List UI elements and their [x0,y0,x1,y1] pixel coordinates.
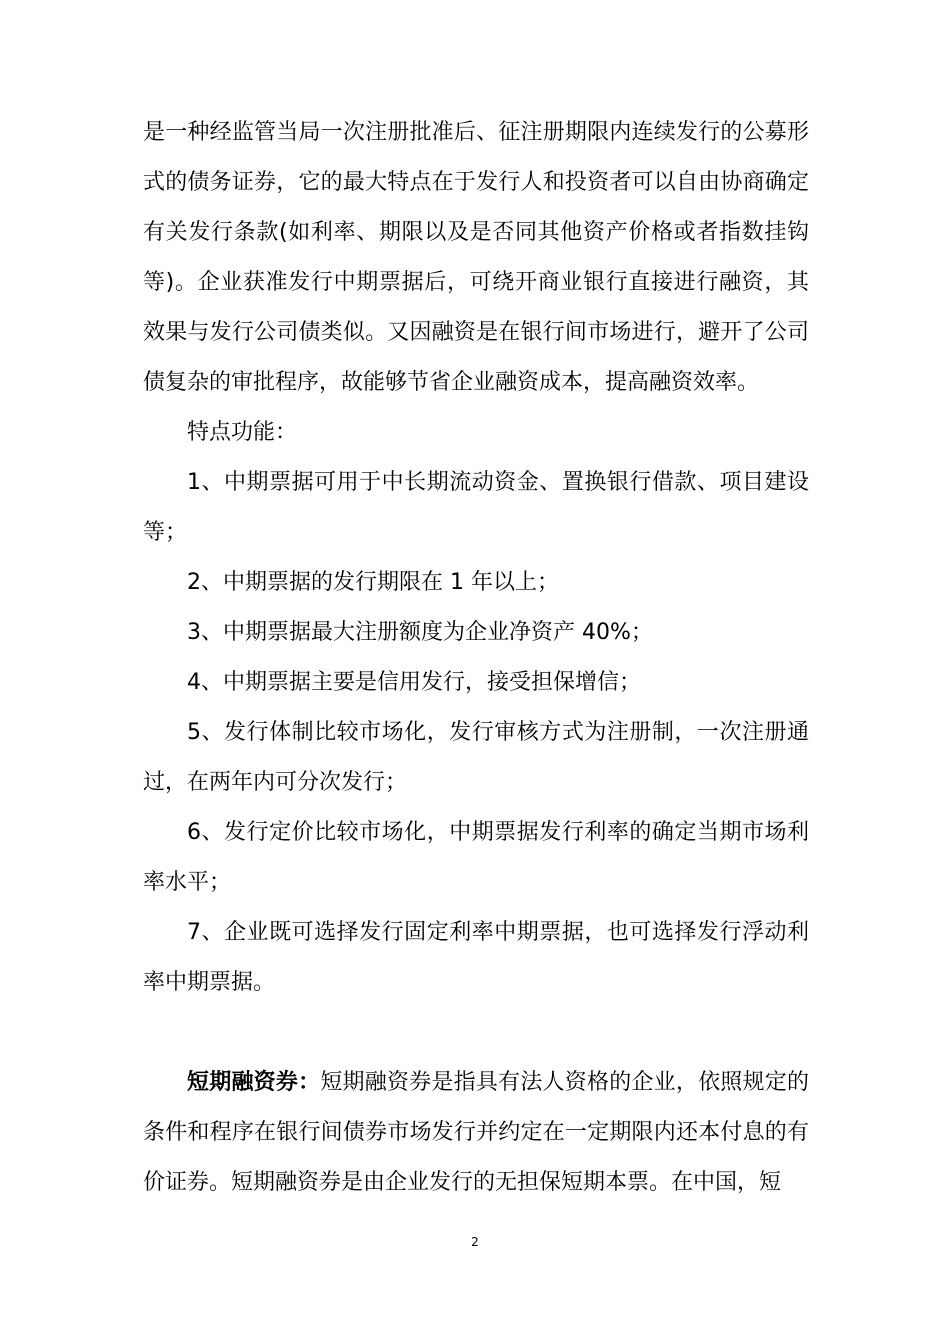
feature-item-2: 2、中期票据的发行期限在 1 年以上； [187,570,559,595]
feature-item-5: 5、发行体制比较市场化，发行审核方式为注册制，一次注册通过，在两年内可分次发行； [143,720,809,795]
feature-item-6: 6、发行定价比较市场化，中期票据发行利率的确定当期市场利率水平； [143,820,809,895]
short-term-paragraph [143,1058,809,1208]
page-number: 2 [471,1235,479,1249]
feature-item-3: 3、中期票据最大注册额度为企业净资产 40%； [187,620,653,645]
feature-item-1: 1、中期票据可用于中长期流动资金、置换银行借款、项目建设等； [143,470,809,545]
short-term-heading: 短期融资券： [187,1070,321,1095]
intro-paragraph: 是一种经监管当局一次注册批准后、征注册期限内连续发行的公募形式的债务证券，它的最大特点在于发行人和投资者可以自由协商确定有关发行条款(如利率、期限以及是否同其他资产价格或者指数挂钩等)。企业获准发行中期票据后，可绕开商业银行直接进行融资，其效果与发行公司债类似。又因融资是在银行间市场进行，避开了公司债复杂的审批程序，故能够节省企业融资成本，提高融资效率。 [143,120,809,395]
feature-item-4: 4、中期票据主要是信用发行，接受担保增信； [187,670,641,695]
document-body [143,108,809,1208]
feature-item-7: 7、企业既可选择发行固定利率中期票据，也可选择发行浮动利率中期票据。 [143,920,809,995]
features-heading: 特点功能： [187,420,298,445]
paragraph-spacer [143,1008,809,1058]
short-term-definition: 短期融资券是指具有法人资格的企业，依照规定的条件和程序在银行间债券市场发行并约定在一定期限内还本付息的有价证券。短期融资券是由企业发行的无担保短期本票。在中国，短 [143,1070,809,1195]
